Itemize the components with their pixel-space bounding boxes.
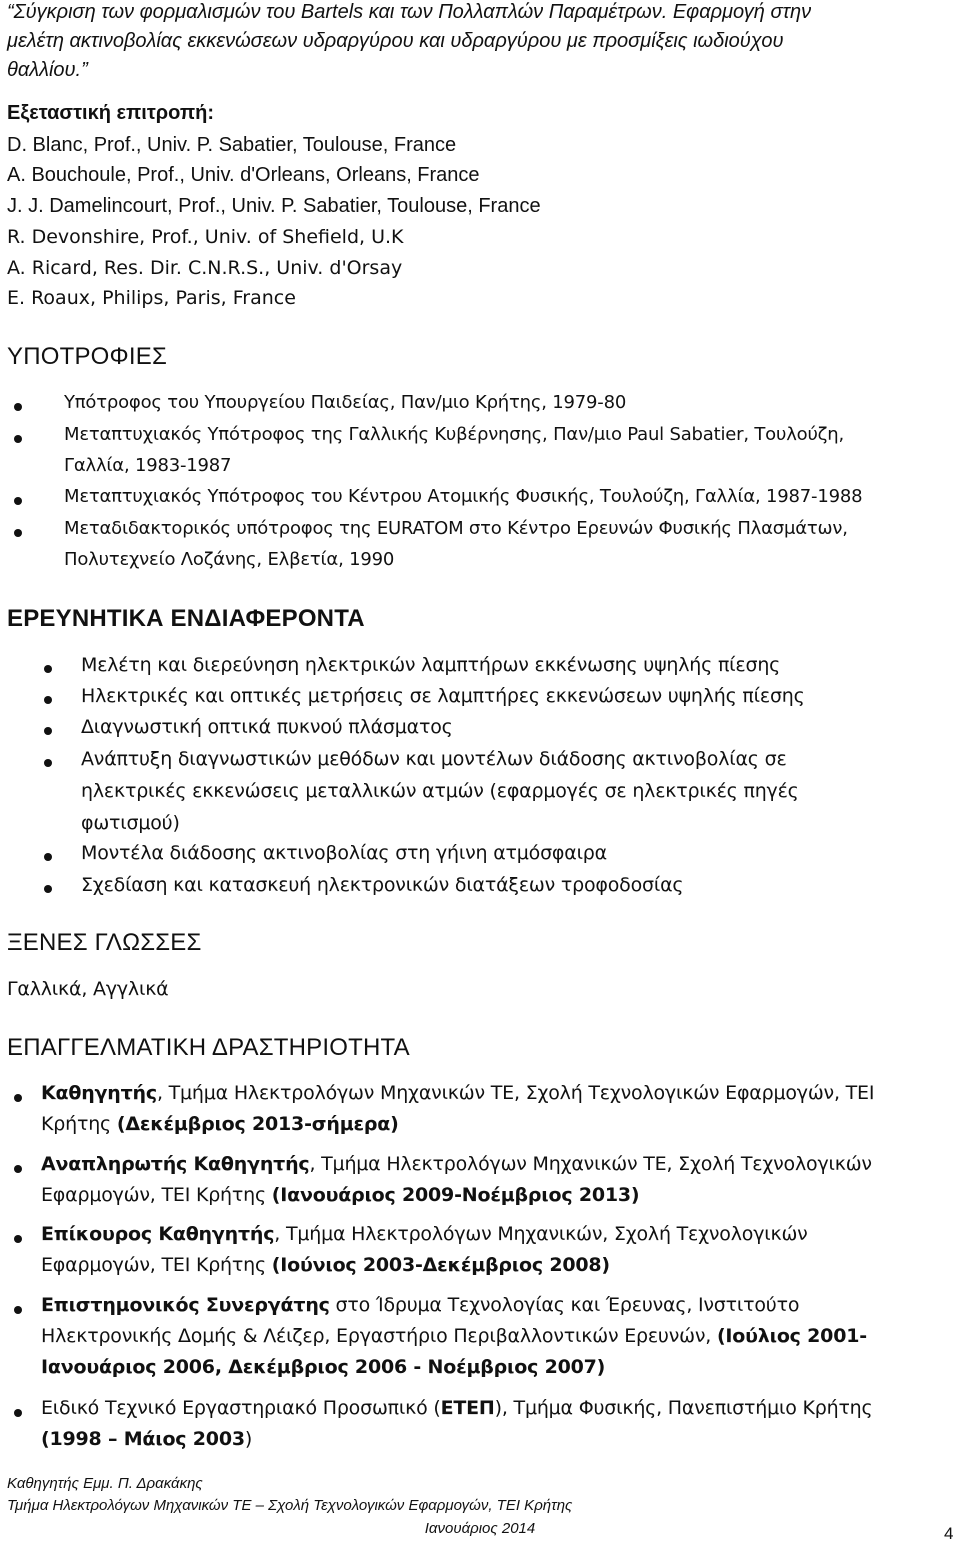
- professional-heading: ΕΠΑΓΓΕΛΜΑΤΙΚΗ ΔΡΑΣΤΗΡΙΟΤΗΤΑ: [7, 1034, 410, 1061]
- research-item: Ανάπτυξη διαγνωστικών μεθόδων και μοντέλων διάδοσης ακτινοβολίας σε: [81, 748, 787, 770]
- bullet-icon: [44, 853, 52, 861]
- bullet-icon: [14, 497, 22, 505]
- professional-period: (Δεκέμβριος 2013-σήμερα): [116, 1113, 399, 1135]
- bullet-icon: [44, 665, 52, 673]
- bullet-icon: [14, 1165, 22, 1173]
- bullet-icon: [44, 696, 52, 704]
- professional-role: Επιστημονικός Συνεργάτης: [41, 1294, 330, 1316]
- footer-date: Ιανουάριος 2014: [424, 1520, 536, 1537]
- committee-member: A. Bouchoule, Prof., Univ. d'Orleans, Orleans, France: [7, 164, 480, 186]
- research-item: Ηλεκτρικές και οπτικές μετρήσεις σε λαμπτήρες εκκενώσεων υψηλής πίεσης: [81, 685, 805, 707]
- research-item: Μοντέλα διάδοσης ακτινοβολίας στη γήινη ατμόσφαιρα: [81, 842, 607, 864]
- footer-author: Καθηγητής Εμμ. Π. Δρακάκης: [7, 1475, 203, 1492]
- thesis-title-line-2: μελέτη ακτινοβολίας εκκενώσεων υδραργύρου και υδραργύρου με προσμίξεις ιωδιούχου: [7, 30, 784, 52]
- committee-member: A. Ricard, Res. Dir. C.N.R.S., Univ. d'Orsay: [7, 257, 403, 279]
- professional-period: (Ιανουάριος 2009-Νοέμβριος 2013): [271, 1184, 640, 1206]
- professional-item-line: [41, 1356, 605, 1378]
- languages-heading: ΞΕΝΕΣ ΓΛΩΣΣΕΣ: [7, 929, 202, 956]
- committee-member: E. Roaux, Philips, Paris, France: [7, 287, 296, 309]
- research-item: Διαγνωστική οπτικά πυκνού πλάσματος: [81, 716, 453, 738]
- bullet-icon: [44, 885, 52, 893]
- professional-role: Καθηγητής: [41, 1082, 157, 1104]
- bullet-icon: [14, 529, 22, 537]
- scholarship-item: Υπότροφος του Υπουργείου Παιδείας, Παν/μιο Κρήτης, 1979-80: [64, 392, 627, 413]
- page-number: 4: [944, 1524, 954, 1543]
- research-item: Σχεδίαση και κατασκευή ηλεκτρονικών διατάξεων τροφοδοσίας: [81, 874, 684, 896]
- research-item-continued: φωτισμού): [81, 812, 180, 834]
- professional-item-line: Επιστημονικός Συνεργάτης στο Ίδρυμα Τεχνολογίας και Έρευνας, Ινστιτούτο: [41, 1294, 800, 1316]
- professional-item-line: (1998 – Μάιος 2003): [41, 1428, 253, 1450]
- bullet-icon: [14, 1306, 22, 1314]
- professional-item-line: Κρήτης (Δεκέμβριος 2013-σήμερα): [41, 1113, 399, 1135]
- professional-period: (Ιούλιος 2001-: [716, 1325, 867, 1347]
- professional-item-line: Επίκουρος Καθηγητής, Τμήμα Ηλεκτρολόγων Μηχανικών, Σχολή Τεχνολογικών: [41, 1223, 808, 1245]
- bullet-icon: [14, 1235, 22, 1243]
- bullet-icon: [14, 1409, 22, 1417]
- professional-period: Ιανουάριος 2006, Δεκέμβριος 2006 - Νοέμβριος 2007): [41, 1356, 606, 1378]
- professional-period: (1998 – Μάιος 2003: [41, 1428, 245, 1450]
- committee-member: R. Devonshire, Prof., Univ. of Shefield, U.K: [7, 226, 404, 248]
- bullet-icon: [44, 727, 52, 735]
- professional-item-line: Εφαρμογών, ΤΕΙ Κρήτης (Ιούνιος 2003-Δεκέμβριος 2008): [41, 1254, 610, 1276]
- professional-role: Επίκουρος Καθηγητής: [41, 1223, 275, 1245]
- professional-item-line: Εφαρμογών, ΤΕΙ Κρήτης (Ιανουάριος 2009-Νοέμβριος 2013): [41, 1184, 640, 1206]
- research-item: Μελέτη και διερεύνηση ηλεκτρικών λαμπτήρων εκκένωσης υψηλής πίεσης: [81, 654, 781, 676]
- research-heading: ΕΡΕΥΝΗΤΙΚΑ ΕΝΔΙΑΦΕΡΟΝΤΑ: [7, 605, 365, 632]
- thesis-title-line-1: “Σύγκριση των φορμαλισμών του Bartels και των Πολλαπλών Παραμέτρων. Εφαρμογή στην: [7, 1, 812, 23]
- bullet-icon: [14, 435, 22, 443]
- professional-item-line: Ηλεκτρονικής Δομής & Λέιζερ, Εργαστήριο Περιβαλλοντικών Ερευνών, (Ιούλιος 2001-: [41, 1325, 867, 1347]
- bullet-icon: [14, 403, 22, 411]
- professional-item-line: Αναπληρωτής Καθηγητής, Τμήμα Ηλεκτρολόγων Μηχανικών ΤΕ, Σχολή Τεχνολογικών: [41, 1153, 872, 1175]
- scholarship-item: Μεταδιδακτορικός υπότροφος της EURATOM στο Κέντρο Ερευνών Φυσικής Πλασμάτων,: [64, 518, 848, 539]
- scholarship-item: Μεταπτυχιακός Υπότροφος του Κέντρου Ατομικής Φυσικής, Τουλούζη, Γαλλία, 1987-1988: [64, 486, 863, 507]
- committee-member: D. Blanc, Prof., Univ. P. Sabatier, Toulouse, France: [7, 134, 457, 156]
- scholarship-item-continued: Γαλλία, 1983-1987: [64, 455, 232, 476]
- professional-period: (Ιούνιος 2003-Δεκέμβριος 2008): [271, 1254, 610, 1276]
- research-item-continued: ηλεκτρικές εκκενώσεις μεταλλικών ατμών (εφαρμογές σε ηλεκτρικές πηγές: [81, 780, 799, 802]
- committee-member: J. J. Damelincourt, Prof., Univ. P. Sabatier, Toulouse, France: [7, 195, 541, 217]
- professional-role: Αναπληρωτής Καθηγητής: [41, 1153, 310, 1175]
- bullet-icon: [44, 759, 52, 767]
- professional-item-line: Ειδικό Τεχνικό Εργαστηριακό Προσωπικό (ΕΤΕΠ), Τμήμα Φυσικής, Πανεπιστήμιο Κρήτης: [41, 1397, 873, 1419]
- professional-item-line: Καθηγητής, Τμήμα Ηλεκτρολόγων Μηχανικών ΤΕ, Σχολή Τεχνολογικών Εφαρμογών, ΤΕΙ: [41, 1082, 875, 1104]
- committee-title: Εξεταστική επιτροπή:: [7, 102, 215, 124]
- professional-abbrev: ΕΤΕΠ: [440, 1397, 495, 1419]
- bullet-icon: [14, 1094, 22, 1102]
- scholarship-item-continued: Πολυτεχνείο Λοζάνης, Ελβετία, 1990: [64, 549, 395, 570]
- footer-department: Τμήμα Ηλεκτρολόγων Μηχανικών ΤΕ – Σχολή Τεχνολογικών Εφαρμογών, ΤΕΙ Κρήτης: [7, 1497, 573, 1514]
- scholarship-item: Μεταπτυχιακός Υπότροφος της Γαλλικής Κυβέρνησης, Παν/μιο Paul Sabatier, Τουλούζη,: [64, 424, 844, 445]
- languages-text: Γαλλικά, Αγγλικά: [7, 978, 169, 1000]
- thesis-title-line-3: θαλλίου.”: [7, 59, 88, 81]
- scholarships-heading: ΥΠΟΤΡΟΦΙΕΣ: [7, 343, 168, 370]
